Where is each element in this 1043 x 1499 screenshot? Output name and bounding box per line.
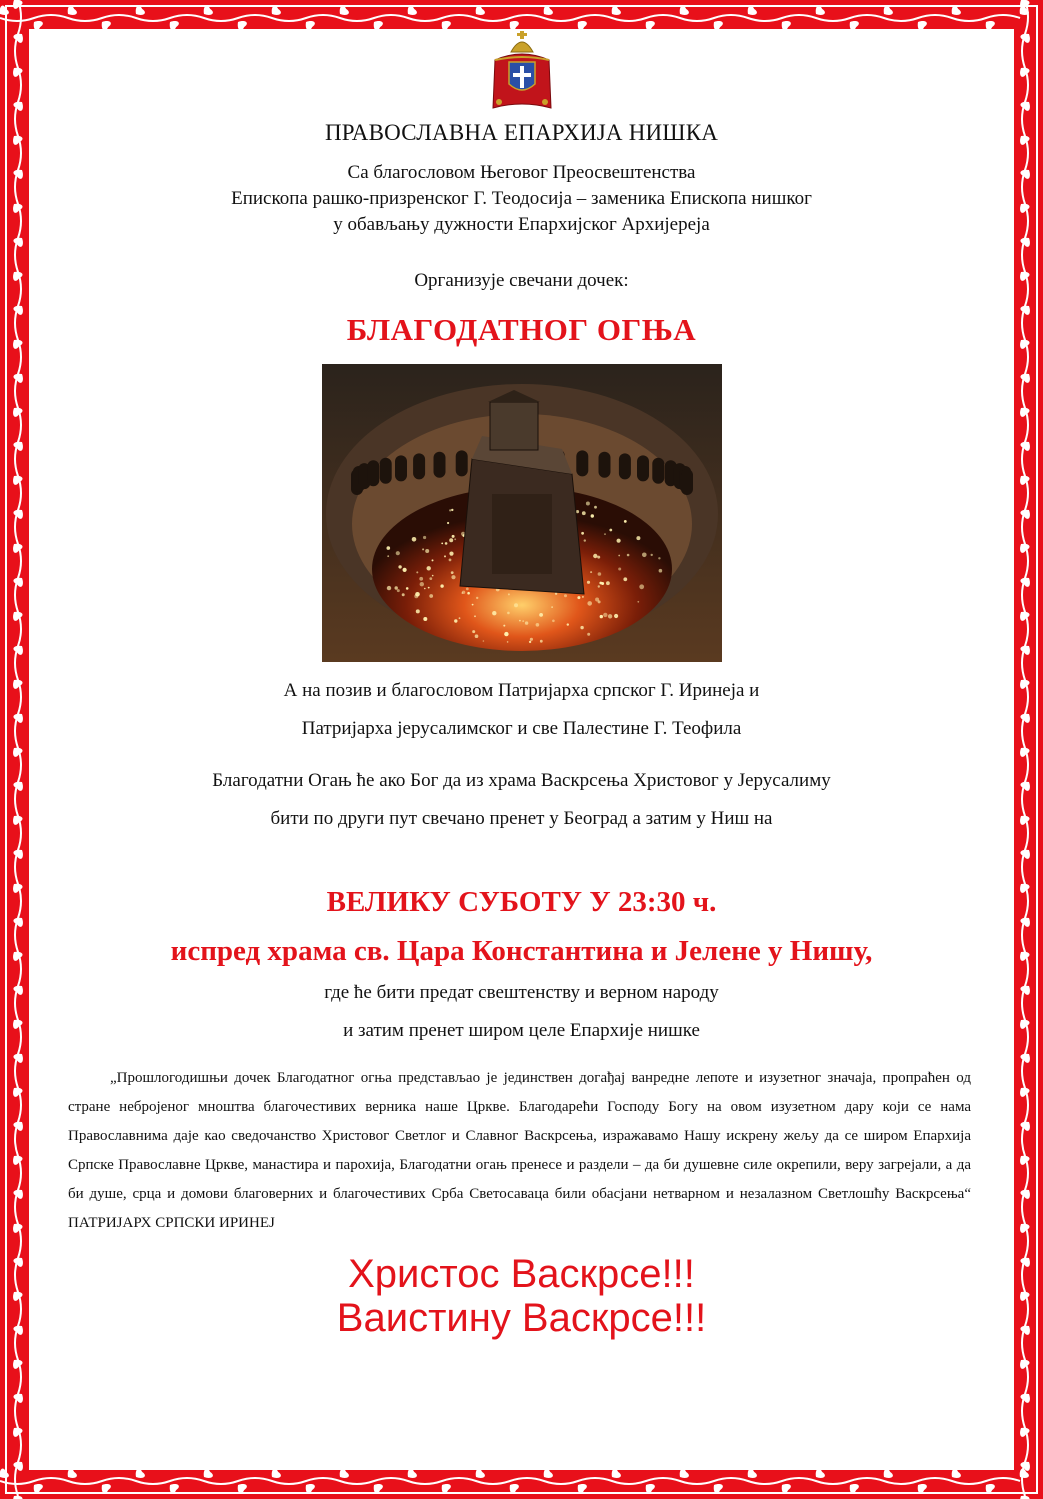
holy-fire-line: Благодатни Огањ ће ако Бог да из храма Васкрсења Христовог у Јерусалиму — [212, 770, 831, 791]
blessing-line: Епископа рашко-призренског Г. Теодосија – заменика Епископа нишког — [231, 188, 812, 209]
eparchy-name: ПРАВОСЛАВНА ЕПАРХИЈА НИШКА — [324, 120, 719, 145]
easter-greeting — [60, 1252, 983, 1340]
blessing-block — [60, 160, 983, 238]
invitation-line: А на позив и благословом Патријарха српског Г. Иринеја и — [283, 680, 760, 701]
handover-line: где ће бити предат свештенству и верном народу — [324, 982, 719, 1003]
organizes-text: Организује свечани дочек: — [414, 270, 629, 291]
event-title: БЛАГОДАТНОГ ОГЊА — [346, 312, 697, 347]
patriarch-quote: „Прошлогодишњи дочек Благодатног огња представљао је јединствен догађај ванредне лепоте и изузетног значаја, пропраћен од стране небројеног мноштва благочестивих верника наше Цркве. Благодарећи Господу Богу на овом изузетном дару који се нама Православнима даје као сведочанство Христовог Светлог и Славног Васкрсења, изражавамо Нашу искрену жељу да се широм Епархија Српске Православне Цркве, манастира и парохија, Благодатни огањ пренесе и раздели – да би душевне силе окрепили, веру загрејали, а да би душе, срца и домови благоверних и благочестивих Срба Светосаваца били обасјани нетварном и незалазном Светлошћу Васкрсења“ ПАТРИЈАРХ СРПСКИ ИРИНЕЈ — [68, 1070, 971, 1231]
event-place: испред храма св. Цара Константина и Јелене у Нишу, — [170, 935, 873, 967]
eparchy-coat-of-arms-icon — [489, 30, 555, 114]
handover-line: и затим пренет широм целе Епархије нишке — [343, 1020, 700, 1041]
poster-content — [60, 30, 983, 1340]
holy-sepulchre-photo — [322, 364, 722, 662]
holy-fire-line: бити по други пут свечано пренет у Београд а затим у Ниш на — [270, 808, 773, 829]
blessing-line: Са благословом Његовог Преосвештенства — [347, 162, 696, 183]
greeting-line: Христос Васкрсе!!! — [348, 1252, 695, 1296]
handover-block — [60, 974, 983, 1050]
holy-fire-block — [60, 762, 983, 838]
event-date: ВЕЛИКУ СУБОТУ У 23:30 ч. — [326, 886, 717, 918]
invitation-block — [60, 672, 983, 748]
blessing-line: у обављању дужности Епархијског Архијереја — [333, 214, 710, 235]
greeting-line: Ваистину Васкрсе!!! — [336, 1296, 707, 1340]
invitation-line: Патријарха јерусалимског и све Палестине Г. Теофила — [301, 718, 742, 739]
